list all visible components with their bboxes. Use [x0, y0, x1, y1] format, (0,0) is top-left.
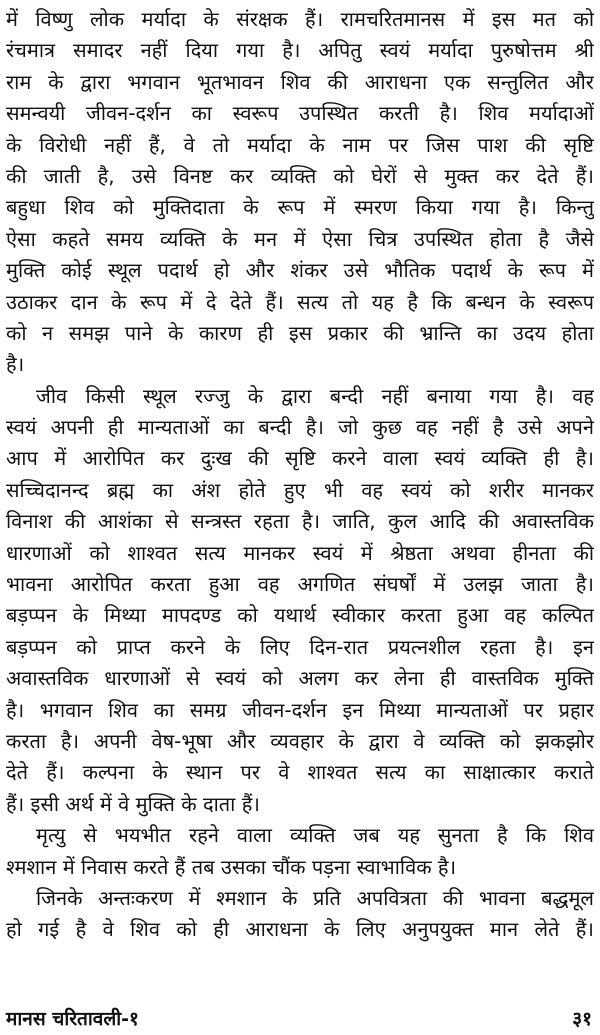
running-title: मानस चरितावली-१ [6, 1008, 139, 1030]
text-line: हो गई है वे शिव को ही आराधना के लिए अनुपयुक्त मान लेते हैं। [6, 917, 594, 942]
text-line: के विरोधी नहीं हैं, वे तो मर्यादा के नाम पर जिस पाश की सृष्टि [6, 132, 594, 157]
body-text [6, 4, 594, 946]
text-line: मृत्यु से भयभीत रहने वाला व्यक्ति जब यह सुनता है कि शिव [36, 823, 594, 848]
text-line: स्वयं अपनी ही मान्यताओं का बन्दी है। जो कुछ वह नहीं है उसे अपने [6, 415, 594, 440]
text-line: विनाश की आशंका से सन्त्रस्त रहता है। जाति, कुल आदि की अवास्तविक [6, 509, 594, 534]
page-number: ३१ [572, 1008, 592, 1030]
text-line: जीव किसी स्थूल रज्जु के द्वारा बन्दी नहीं बनाया गया है। वह [36, 383, 594, 408]
text-line: को न समझ पाने के कारण ही इस प्रकार की भ्रान्ति का उदय होता [6, 320, 594, 345]
text-line: मुक्ति कोई स्थूल पदार्थ हो और शंकर उसे भौतिक पदार्थ के रूप में [6, 258, 594, 283]
text-line: देते हैं। कल्पना के स्थान पर वे शाश्वत सत्य का साक्षात्कार कराते [6, 760, 594, 785]
page-footer [6, 1006, 592, 1032]
text-line: बड़प्पन को प्राप्त करने के लिए दिन-रात प्रयत्नशील रहता है। इन [6, 634, 594, 659]
text-line: है। भगवान शिव का समग्र जीवन-दर्शन इन मिथ्या मान्यताओं पर प्रहार [6, 697, 594, 722]
text-line: अवास्तविक धारणाओं से स्वयं को अलग कर लेना ही वास्तविक मुक्ति [6, 666, 594, 691]
text-line: धारणाओं को शाश्वत सत्य मानकर स्वयं में श्रेष्ठता अथवा हीनता की [6, 540, 594, 565]
text-line: राम के द्वारा भगवान भूतभावन शिव की आराधना एक सन्तुलित और [6, 69, 594, 94]
text-line: भावना आरोपित करता हुआ वह अगणित संघर्षों में उलझ जाता है। [6, 572, 594, 597]
text-line: में विष्णु लोक मर्यादा के संरक्षक हैं। रामचरितमानस में इस मत को [6, 7, 594, 31]
text-line: है। [6, 352, 25, 377]
text-line: सच्चिदानन्द ब्रह्म का अंश होते हुए भी वह स्वयं को शरीर मानकर [6, 477, 594, 502]
text-line: की जाती है, उसे विनष्ट कर व्यक्ति को घेरों से मुक्त कर देते हैं। [6, 163, 594, 188]
text-line: बहुधा शिव को मुक्तिदाता के रूप में स्मरण किया गया है। किन्तु [6, 195, 594, 220]
text-line: हैं। इसी अर्थ में वे मुक्ति के दाता हैं। [6, 791, 260, 816]
text-line: आप में आरोपित कर दुःख की सृष्टि करने वाला स्वयं व्यक्ति ही है। [6, 446, 594, 471]
text-line: रंचमात्र समादर नहीं दिया गया है। अपितु स्वयं मर्यादा पुरुषोत्तम श्री [6, 38, 594, 63]
text-line: उठाकर दान के रूप में दे देते हैं। सत्य तो यह है कि बन्धन के स्वरूप [6, 289, 594, 314]
text-line: जिनके अन्तःकरण में श्मशान के प्रति अपवित्रता की भावना बद्धमूल [36, 885, 594, 910]
text-line: ऐसा कहते समय व्यक्ति के मन में ऐसा चित्र उपस्थित होता है जैसे [6, 226, 594, 251]
text-line: श्मशान में निवास करते हैं तब उसका चौंक पड़ना स्वाभाविक है। [6, 854, 457, 879]
text-line: बड़प्पन के मिथ्या मापदण्ड को यथार्थ स्वीकार करता हुआ वह कल्पित [6, 603, 594, 628]
text-line: समन्वयी जीवन-दर्शन का स्वरूप उपस्थित करती है। शिव मर्यादाओं [6, 101, 594, 126]
text-line: करता है। अपनी वेष-भूषा और व्यवहार के द्वारा वे व्यक्ति को झकझोर [6, 728, 594, 753]
